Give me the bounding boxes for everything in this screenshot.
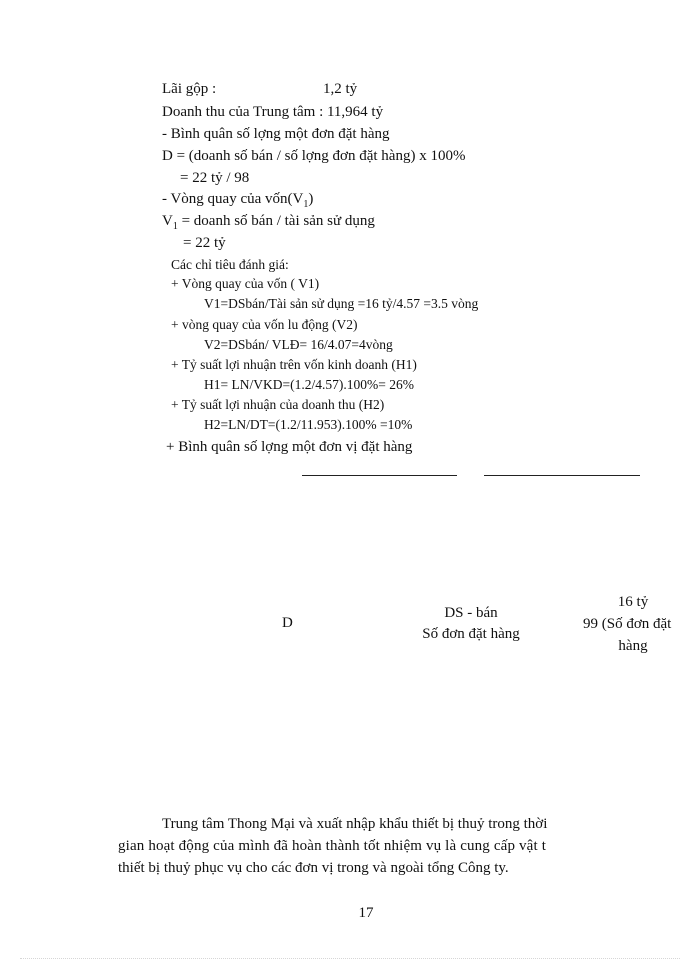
fraction-denominator-right-line2: hàng (618, 638, 648, 654)
criteria-v1-label: + Vòng quay của vốn ( V1) (171, 276, 320, 291)
capital-turnover-heading-text: - Vòng quay của vốn(V (162, 191, 304, 207)
v1-value: = 22 tỷ (183, 235, 226, 251)
fraction-d-symbol: D (282, 615, 293, 631)
gross-profit-label: Lãi gộp : (162, 81, 217, 97)
paragraph-line-1: Trung tâm Thong Mại và xuất nhập khẩu thiết bị thuỷ trong thời (162, 816, 548, 832)
rule-left (302, 475, 457, 476)
v1-formula (162, 214, 375, 232)
avg-order-heading: - Bình quân số lợng một đơn đặt hàng (162, 126, 390, 142)
v1-formula-sub: 1 (172, 221, 178, 232)
v1-formula-rest: = doanh số bán / tài sản sử dụng (177, 213, 375, 229)
paragraph-line-3: thiết bị thuỷ phục vụ cho các đơn vị trong và ngoài tổng Công ty. (118, 860, 509, 876)
criteria-v2-label: + vòng quay của vốn lu động (V2) (171, 317, 358, 332)
capital-turnover-heading-sub: 1 (303, 199, 309, 210)
fraction-numerator-right: 16 tỷ (617, 594, 649, 610)
criteria-h1-calc: H1= LN/VKD=(1.2/4.57).100%= 26% (204, 377, 414, 392)
criteria-v1-calc: V1=DSbán/Tài sản sử dụng =16 tỷ/4.57 =3.5 vòng (204, 296, 479, 311)
d-value: = 22 tỷ / 98 (180, 170, 250, 186)
v1-formula-prefix: V (162, 213, 173, 229)
criteria-v2-calc: V2=DSbán/ VLĐ= 16/4.07=4vòng (204, 337, 393, 352)
gross-profit-value: 1,2 tỷ (323, 81, 358, 97)
criteria-avg-unit: + Bình quân số lợng một đơn vị đặt hàng (166, 439, 413, 455)
capital-turnover-heading (162, 192, 313, 210)
fraction-denominator-mid: Số đơn đặt hàng (422, 626, 520, 642)
capital-turnover-heading-end: ) (308, 191, 314, 207)
criteria-heading: Các chỉ tiêu đánh giá: (171, 257, 289, 272)
paragraph-line-2: gian hoạt động của mình đã hoàn thành tốt nhiệm vụ là cung cấp vật t (118, 838, 547, 854)
revenue-line: Doanh thu của Trung tâm : 11,964 tỷ (162, 104, 384, 120)
criteria-h2-calc: H2=LN/DT=(1.2/11.953).100% =10% (204, 417, 413, 432)
page-number: 17 (358, 905, 374, 921)
fraction-numerator-mid: DS - bán (444, 605, 498, 621)
criteria-h1-label: + Tỷ suất lợi nhuận trên vốn kinh doanh (H1) (171, 357, 417, 372)
criteria-h2-label: + Tỷ suất lợi nhuận của doanh thu (H2) (171, 397, 385, 412)
fraction-denominator-right-line1: 99 (Số đơn đặt (583, 616, 672, 632)
d-formula: D = (doanh số bán / số lợng đơn đặt hàng) x 100% (162, 148, 466, 164)
rule-right (484, 475, 640, 476)
bottom-border (20, 958, 680, 959)
